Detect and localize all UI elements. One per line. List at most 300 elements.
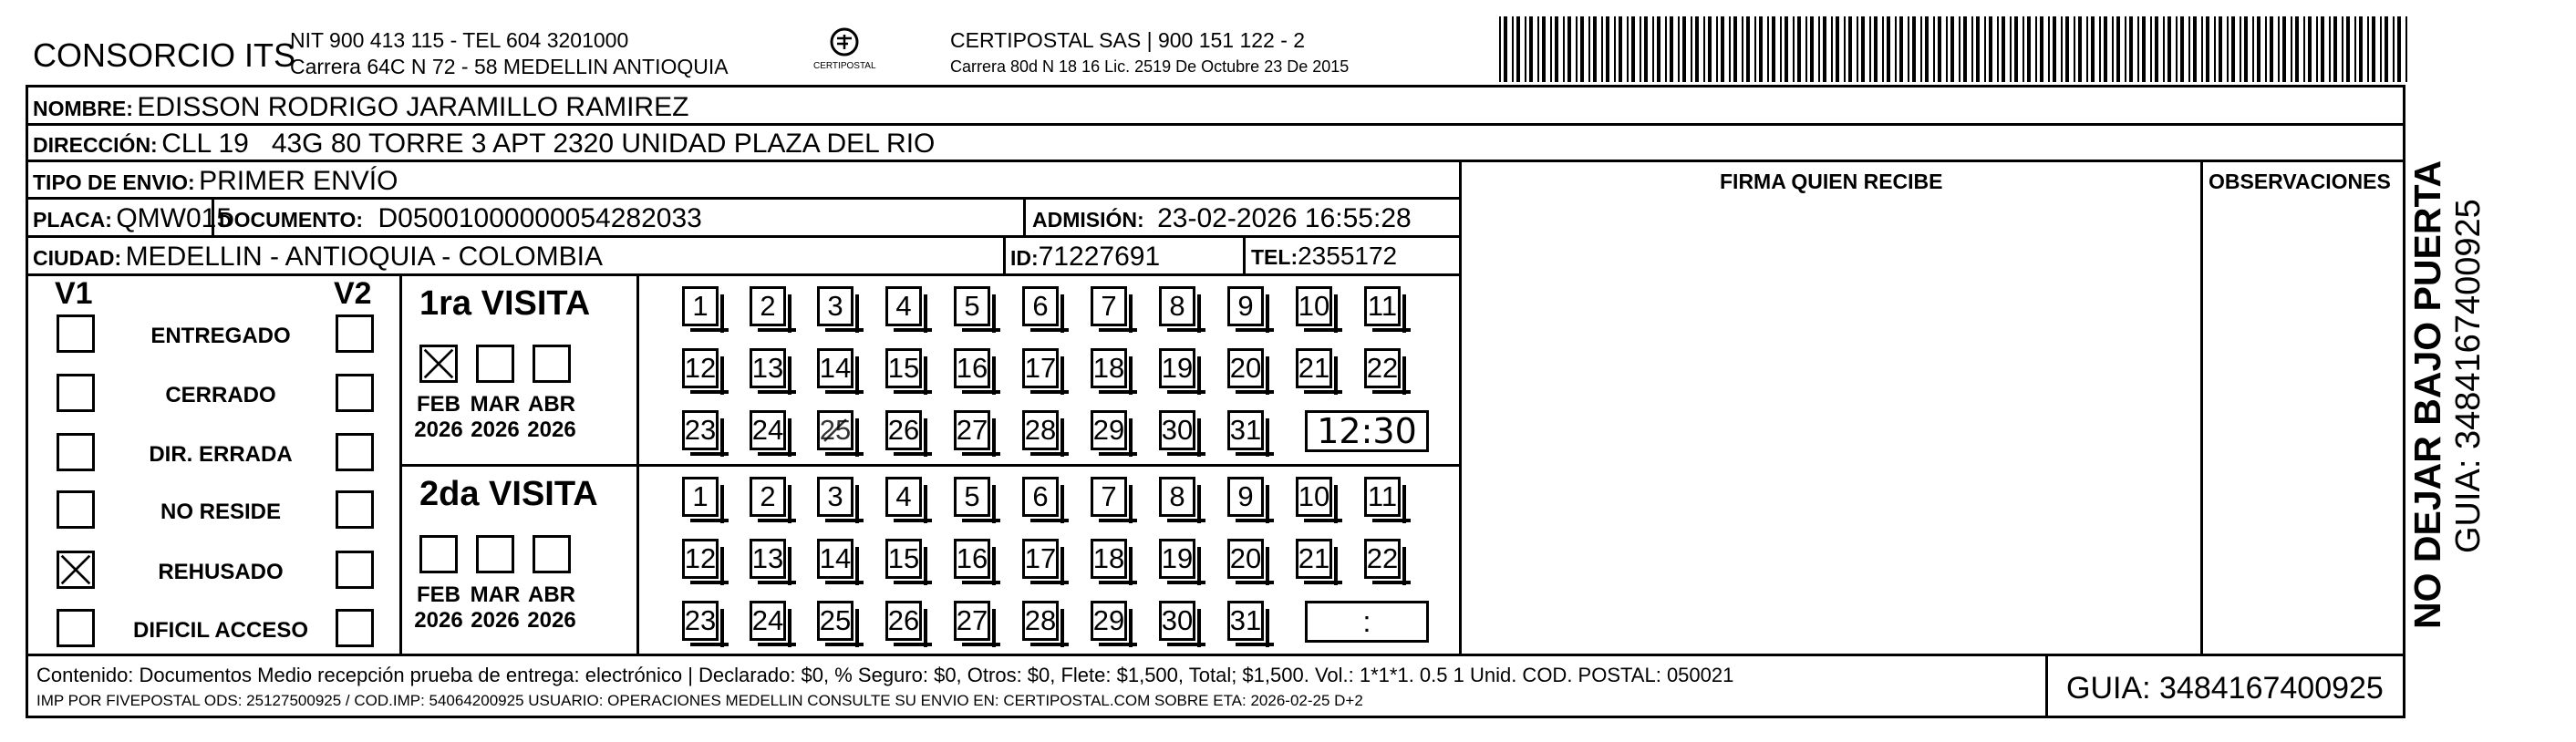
barcode-bar — [1512, 16, 1514, 82]
barcode-bar — [2295, 16, 2299, 82]
barcode-bar — [1976, 16, 1980, 82]
company-name: CONSORCIO ITS — [33, 36, 296, 74]
footer-guia: GUIA: 3484167400925 — [2066, 671, 2384, 706]
day-box-24[interactable] — [750, 601, 786, 641]
no-dejar-bajo-puerta: NO DEJAR BAJO PUERTA — [2406, 160, 2448, 629]
day-box-26[interactable] — [885, 410, 922, 450]
barcode-bar — [2155, 16, 2158, 82]
day-box-20[interactable] — [1227, 348, 1264, 388]
month-checkbox-mar[interactable] — [476, 535, 514, 573]
day-box-8[interactable] — [1159, 286, 1195, 326]
month-label — [468, 582, 522, 633]
barcode-bar — [1746, 16, 1750, 82]
day-number: 19 — [1161, 352, 1194, 384]
barcode-bar — [1627, 16, 1629, 82]
month-checkbox-mar[interactable] — [476, 345, 514, 383]
v1-checkbox-dificil-acceso[interactable] — [57, 609, 95, 647]
barcode-bar — [1657, 16, 1660, 82]
month-year: 2026 — [527, 607, 576, 633]
day-number: 11 — [1367, 480, 1398, 512]
day-box-9[interactable] — [1227, 286, 1264, 326]
day-box-8[interactable] — [1159, 477, 1195, 517]
barcode-bar — [1857, 16, 1858, 82]
day-box-24[interactable] — [750, 410, 786, 450]
day-number: 2 — [760, 480, 776, 512]
barcode-bar — [2244, 16, 2248, 82]
day-box-28[interactable] — [1022, 601, 1059, 641]
day-number: 11 — [1367, 290, 1398, 322]
day-box-30[interactable] — [1159, 410, 1195, 450]
certipostal-logo — [810, 26, 879, 73]
barcode-bar — [2065, 16, 2069, 82]
barcode-bar — [2240, 16, 2241, 82]
month-label — [524, 582, 579, 633]
barcode-bar — [1946, 16, 1948, 82]
barcode-bar — [1708, 16, 1712, 82]
barcode-bar — [2014, 16, 2018, 82]
barcode-bar — [2206, 16, 2209, 82]
firma-header: FIRMA QUIEN RECIBE — [1720, 170, 1943, 193]
day-number: 9 — [1237, 290, 1254, 322]
day-number: 15 — [887, 542, 920, 574]
day-box-12[interactable] — [682, 348, 719, 388]
day-number: 3 — [827, 290, 843, 322]
barcode-bar — [1772, 16, 1775, 82]
barcode-bar — [1729, 16, 1731, 82]
placa-value: QMW015 — [116, 203, 233, 233]
id-value: 71227691 — [1038, 242, 1161, 272]
barcode-bar — [2104, 16, 2107, 82]
day-box-11[interactable] — [1364, 286, 1401, 326]
day-box-29[interactable] — [1091, 410, 1127, 450]
barcode-bar — [2359, 16, 2363, 82]
day-box-13[interactable] — [750, 539, 786, 579]
barcode-bar — [1733, 16, 1737, 82]
second-visit-time-box[interactable] — [1305, 601, 1429, 643]
second-visit-title: 2da VISITA — [419, 475, 598, 513]
day-box-30[interactable] — [1159, 601, 1195, 641]
tel-value: 2355172 — [1298, 242, 1398, 270]
day-number: 21 — [1298, 352, 1330, 384]
day-number: 18 — [1092, 352, 1125, 384]
admision-label: ADMISIÓN: — [1032, 208, 1144, 232]
day-box-16[interactable] — [954, 348, 990, 388]
day-number: 5 — [964, 290, 980, 322]
visit-time: 12:30 — [1317, 411, 1417, 451]
barcode-bar — [1959, 16, 1960, 82]
month-name: MAR — [470, 392, 521, 417]
barcode-bar — [1670, 16, 1673, 82]
v2-label: V2 — [334, 276, 372, 311]
barcode-bar — [2282, 16, 2286, 82]
barcode-bar — [2265, 16, 2267, 82]
day-number: 31 — [1229, 414, 1262, 446]
month-year: 2026 — [414, 417, 463, 442]
day-number: 6 — [1032, 290, 1049, 322]
barcode-bar — [2308, 16, 2312, 82]
month-name: MAR — [470, 582, 521, 607]
day-number: 7 — [1101, 480, 1117, 512]
day-box-18[interactable] — [1091, 348, 1127, 388]
barcode-bar — [1525, 16, 1526, 82]
barcode-bar — [1971, 16, 1973, 82]
x-mark-icon — [422, 347, 455, 380]
barcode-bar — [1785, 16, 1788, 82]
month-checkbox-feb[interactable] — [419, 345, 458, 383]
barcode-bar — [1580, 16, 1584, 82]
day-box-4[interactable] — [885, 286, 922, 326]
barcode-bar — [1912, 16, 1916, 82]
barcode-bar — [2163, 16, 2165, 82]
day-box-21[interactable] — [1296, 539, 1332, 579]
day-box-3[interactable] — [817, 477, 853, 517]
month-name: FEB — [417, 582, 460, 607]
barcode-bar — [1797, 16, 1801, 82]
barcode-bar — [2333, 16, 2337, 82]
day-box-22[interactable] — [1364, 539, 1401, 579]
barcode-bar — [2002, 16, 2005, 82]
barcode-bar — [2188, 16, 2190, 82]
barcode-bar — [2291, 16, 2292, 82]
barcode-bar — [2405, 16, 2407, 82]
day-number: 18 — [1092, 542, 1125, 574]
carrier-name: CERTIPOSTAL SAS | 900 151 122 - 2 — [950, 28, 1306, 52]
day-box-3[interactable] — [817, 286, 853, 326]
barcode-bar — [2023, 16, 2024, 82]
barcode-bar — [1759, 16, 1763, 82]
barcode-bar — [2372, 16, 2375, 82]
first-visit-time-box[interactable] — [1305, 410, 1429, 452]
day-box-11[interactable] — [1364, 477, 1401, 517]
day-number: 25 — [819, 414, 852, 446]
barcode-bar — [1950, 16, 1954, 82]
barcode-bar — [2129, 16, 2133, 82]
status-label: ENTREGADO — [150, 324, 291, 348]
barcode-bar — [1895, 16, 1897, 82]
day-box-1[interactable] — [682, 286, 719, 326]
day-number: 27 — [956, 414, 988, 446]
day-number: 13 — [751, 542, 784, 574]
day-box-20[interactable] — [1227, 539, 1264, 579]
day-box-29[interactable] — [1091, 601, 1127, 641]
barcode-bar — [1742, 16, 1743, 82]
barcode-bar — [1908, 16, 1909, 82]
tipo-envio-row — [33, 168, 398, 195]
barcode-bar — [2346, 16, 2350, 82]
barcode-bar — [1644, 16, 1648, 82]
v1-checkbox-cerrado[interactable] — [57, 374, 95, 412]
barcode-bar — [1563, 16, 1565, 82]
barcode-bar — [2010, 16, 2012, 82]
day-box-28[interactable] — [1022, 410, 1059, 450]
v2-checkbox-no-reside[interactable] — [336, 490, 374, 529]
v2-checkbox-dificil-acceso[interactable] — [336, 609, 374, 647]
day-box-9[interactable] — [1227, 477, 1264, 517]
barcode-bar — [1555, 16, 1558, 82]
month-checkbox-feb[interactable] — [419, 535, 458, 573]
day-box-14[interactable] — [817, 539, 853, 579]
day-box-12[interactable] — [682, 539, 719, 579]
day-number: 4 — [895, 480, 912, 512]
day-box-25[interactable] — [817, 601, 853, 641]
barcode-bar — [2061, 16, 2063, 82]
barcode-bar — [2078, 16, 2082, 82]
day-box-10[interactable] — [1296, 286, 1332, 326]
day-box-2[interactable] — [750, 286, 786, 326]
barcode-bar — [2180, 16, 2184, 82]
day-number: 7 — [1101, 290, 1117, 322]
barcode-bar — [1836, 16, 1839, 82]
barcode-bar — [1576, 16, 1578, 82]
v1-checkbox-dir-errada[interactable] — [57, 433, 95, 471]
barcode-bar — [1614, 16, 1616, 82]
barcode-bar — [2142, 16, 2146, 82]
barcode-bar — [1963, 16, 1967, 82]
day-number: 30 — [1161, 414, 1194, 446]
barcode-bar — [2367, 16, 2369, 82]
day-number: 4 — [895, 290, 912, 322]
day-number: 23 — [684, 414, 717, 446]
day-number: 28 — [1024, 604, 1057, 636]
barcode-bar — [1640, 16, 1641, 82]
day-box-26[interactable] — [885, 601, 922, 641]
side-guia: GUIA: 3484167400925 — [2449, 199, 2488, 553]
day-box-13[interactable] — [750, 348, 786, 388]
day-number: 6 — [1032, 480, 1049, 512]
v1-checkbox-rehusado[interactable] — [57, 551, 95, 589]
day-number: 2 — [760, 290, 776, 322]
barcode-bar — [1874, 16, 1878, 82]
barcode-bar — [2193, 16, 2197, 82]
barcode-bar — [2040, 16, 2043, 82]
day-number: 26 — [887, 604, 920, 636]
day-box-15[interactable] — [885, 539, 922, 579]
day-box-10[interactable] — [1296, 477, 1332, 517]
day-number: 25 — [819, 604, 852, 636]
barcode-bar — [2112, 16, 2114, 82]
day-number: 17 — [1024, 352, 1057, 384]
barcode-bar — [1869, 16, 1871, 82]
barcode-bar — [1537, 16, 1539, 82]
day-box-6[interactable] — [1022, 286, 1059, 326]
barcode-bar — [1989, 16, 1992, 82]
contenido-line: Contenido: Documentos Medio recepción prueba de entrega: electrónico | Declarado: $0, % Seguro: $0, Otros: $0, Flete: $1,500, Total; $1,500. Vol.: 1*1*1. 0.5 1 Unid. COD. POSTAL: 050021 — [36, 664, 1734, 686]
barcode-bar — [2137, 16, 2139, 82]
day-box-31[interactable] — [1227, 410, 1264, 450]
tipo-envio-value: PRIMER ENVÍO — [199, 166, 398, 196]
v2-checkbox-rehusado[interactable] — [336, 551, 374, 589]
day-box-1[interactable] — [682, 477, 719, 517]
ciudad-label: CIUDAD: — [33, 246, 122, 270]
day-box-22[interactable] — [1364, 348, 1401, 388]
day-number: 29 — [1092, 414, 1125, 446]
day-number: 22 — [1366, 352, 1399, 384]
day-number: 8 — [1169, 480, 1185, 512]
day-box-16[interactable] — [954, 539, 990, 579]
barcode-bar — [1652, 16, 1654, 82]
month-label — [411, 392, 466, 442]
day-number: 24 — [751, 604, 784, 636]
barcode-bar — [1631, 16, 1635, 82]
barcode-bar — [1925, 16, 1929, 82]
barcode-bar — [1920, 16, 1922, 82]
barcode-bar — [1695, 16, 1699, 82]
v1-checkbox-no-reside[interactable] — [57, 490, 95, 529]
placa-label: PLACA: — [33, 208, 112, 232]
x-mark-icon — [59, 553, 92, 586]
barcode-bar — [2257, 16, 2260, 82]
day-number: 15 — [887, 352, 920, 384]
day-number: 20 — [1229, 542, 1262, 574]
observaciones-header: OBSERVACIONES — [2209, 170, 2391, 193]
day-box-27[interactable] — [954, 601, 990, 641]
day-box-7[interactable] — [1091, 477, 1127, 517]
barcode-bar — [2342, 16, 2343, 82]
company-address: Carrera 64C N 72 - 58 MEDELLIN ANTIOQUIA — [290, 55, 729, 78]
barcode-bar — [2091, 16, 2095, 82]
day-number: 20 — [1229, 352, 1262, 384]
month-year: 2026 — [471, 417, 520, 442]
barcode-bar — [1780, 16, 1782, 82]
tel-label: TEL: — [1251, 245, 1298, 269]
barcode-bar — [2167, 16, 2171, 82]
barcode-bar — [2219, 16, 2222, 82]
barcode-bar — [1997, 16, 1999, 82]
barcode-bar — [2316, 16, 2318, 82]
v1-label: V1 — [55, 276, 93, 311]
barcode-bar — [1805, 16, 1807, 82]
direccion-row — [33, 130, 935, 158]
barcode-bar — [2303, 16, 2305, 82]
day-number: 30 — [1161, 604, 1194, 636]
placa-row — [33, 205, 232, 232]
day-number: 14 — [819, 352, 852, 384]
day-number: 5 — [964, 480, 980, 512]
day-box-5[interactable] — [954, 286, 990, 326]
barcode-bar — [1567, 16, 1571, 82]
barcode-bar — [2321, 16, 2324, 82]
day-box-25[interactable] — [817, 410, 853, 450]
day-box-17[interactable] — [1022, 539, 1059, 579]
day-number: 1 — [692, 480, 709, 512]
tipo-envio-label: TIPO DE ENVIO: — [33, 170, 195, 194]
barcode-bar — [2214, 16, 2216, 82]
day-box-14[interactable] — [817, 348, 853, 388]
documento-value: D05001000000054282033 — [378, 203, 702, 233]
day-number: 29 — [1092, 604, 1125, 636]
id-row — [1010, 243, 1160, 271]
barcode-bar — [2125, 16, 2126, 82]
month-label — [411, 582, 466, 633]
day-number: 17 — [1024, 542, 1057, 574]
barcode-bar — [1716, 16, 1718, 82]
day-box-17[interactable] — [1022, 348, 1059, 388]
barcode-bar — [2027, 16, 2031, 82]
day-box-21[interactable] — [1296, 348, 1332, 388]
direccion-label: DIRECCIÓN: — [33, 133, 158, 157]
barcode-bar — [2074, 16, 2075, 82]
day-number: 31 — [1229, 604, 1262, 636]
v2-checkbox-dir-errada[interactable] — [336, 433, 374, 471]
day-box-6[interactable] — [1022, 477, 1059, 517]
v1-checkbox-entregado[interactable] — [57, 314, 95, 353]
day-box-7[interactable] — [1091, 286, 1127, 326]
day-box-4[interactable] — [885, 477, 922, 517]
barcode-bar — [1499, 16, 1501, 82]
day-box-19[interactable] — [1159, 348, 1195, 388]
month-checkbox-abr[interactable] — [533, 535, 571, 573]
day-box-19[interactable] — [1159, 539, 1195, 579]
barcode-bar — [1793, 16, 1795, 82]
day-box-23[interactable] — [682, 601, 719, 641]
barcode-bar — [2227, 16, 2229, 82]
month-label — [468, 392, 522, 442]
v2-checkbox-entregado[interactable] — [336, 314, 374, 353]
day-box-31[interactable] — [1227, 601, 1264, 641]
barcode-bar — [1844, 16, 1846, 82]
barcode-bar — [1938, 16, 1941, 82]
day-number: 3 — [827, 480, 843, 512]
barcode-bar — [2053, 16, 2056, 82]
status-label: CERRADO — [165, 383, 276, 407]
documento-label: DOCUMENTO: — [219, 208, 364, 232]
barcode-bar — [2385, 16, 2388, 82]
day-box-27[interactable] — [954, 410, 990, 450]
day-box-5[interactable] — [954, 477, 990, 517]
barcode-bar — [1529, 16, 1533, 82]
admision-row — [1032, 205, 1412, 232]
day-box-18[interactable] — [1091, 539, 1127, 579]
day-number: 16 — [956, 352, 988, 384]
barcode-bar — [2086, 16, 2088, 82]
nombre-row — [33, 94, 688, 121]
barcode-bar — [1754, 16, 1756, 82]
day-number: 22 — [1366, 542, 1399, 574]
day-number: 19 — [1161, 542, 1194, 574]
barcode-bar — [1831, 16, 1833, 82]
day-box-23[interactable] — [682, 410, 719, 450]
barcode-bar — [1861, 16, 1865, 82]
day-number: 27 — [956, 604, 988, 636]
carrier-address: Carrera 80d N 18 16 Lic. 2519 De Octubre 23 De 2015 — [950, 57, 1350, 76]
month-checkbox-abr[interactable] — [533, 345, 571, 383]
month-year: 2026 — [527, 417, 576, 442]
barcode-bar — [2201, 16, 2203, 82]
day-number: 21 — [1298, 542, 1330, 574]
nombre-label: NOMBRE: — [33, 97, 133, 120]
barcode-bar — [1542, 16, 1546, 82]
day-number: 13 — [751, 352, 784, 384]
barcode-bar — [1767, 16, 1769, 82]
day-box-2[interactable] — [750, 477, 786, 517]
status-label: REHUSADO — [158, 560, 284, 584]
barcode-bar — [1550, 16, 1552, 82]
month-name: ABR — [528, 582, 575, 607]
status-label: DIFICIL ACCESO — [132, 618, 308, 643]
nombre-value: EDISSON RODRIGO JARAMILLO RAMIREZ — [137, 92, 689, 122]
barcode-bar — [1721, 16, 1724, 82]
day-box-15[interactable] — [885, 348, 922, 388]
v2-checkbox-cerrado[interactable] — [336, 374, 374, 412]
day-number: 9 — [1237, 480, 1254, 512]
day-number: 8 — [1169, 290, 1185, 322]
documento-row — [219, 205, 702, 232]
barcode-bar — [2231, 16, 2235, 82]
barcode-bar — [1823, 16, 1826, 82]
barcode-bar — [1601, 16, 1603, 82]
direccion-value: CLL 19 43G 80 TORRE 3 APT 2320 UNIDAD PLAZA DEL RIO — [161, 129, 936, 159]
barcode-bar — [1516, 16, 1520, 82]
